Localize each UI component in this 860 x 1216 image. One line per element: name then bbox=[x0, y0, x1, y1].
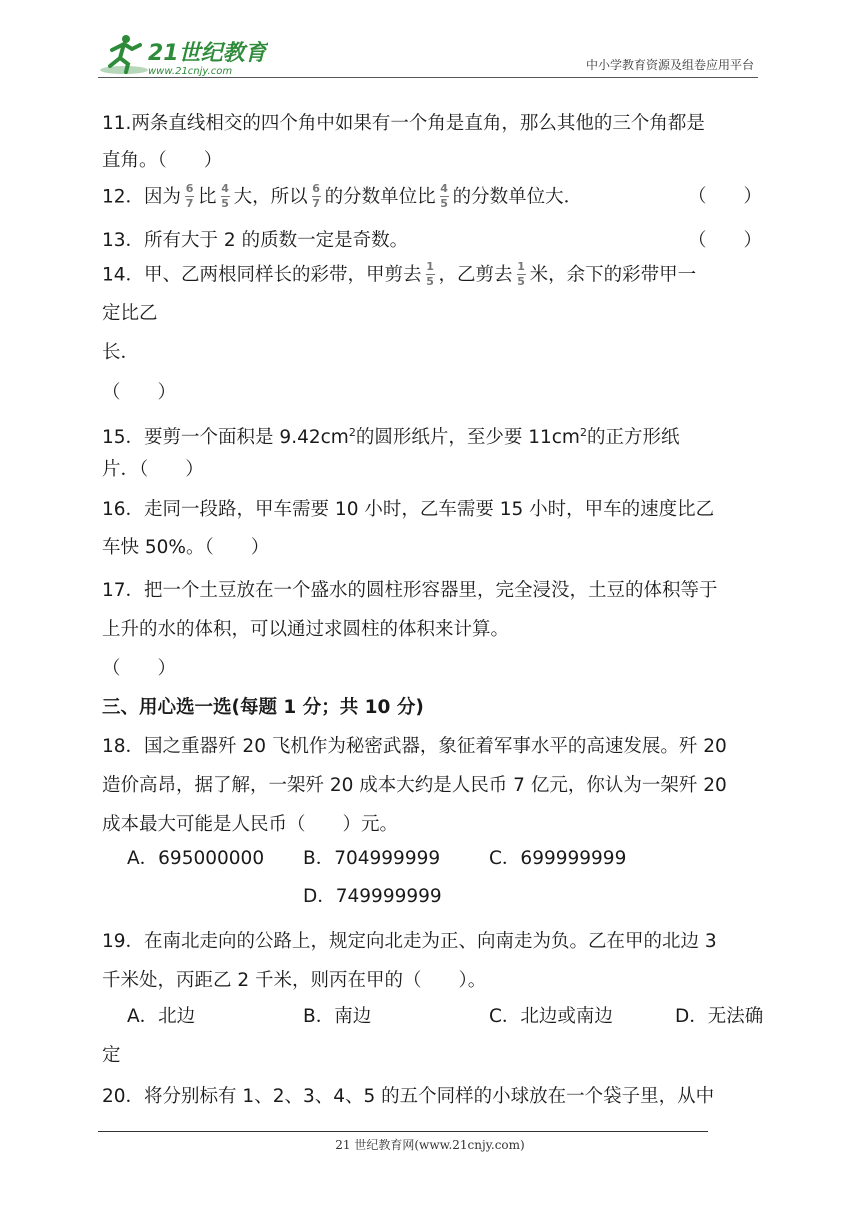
q19-option-d-wrap: 定 bbox=[102, 1045, 121, 1066]
q16-line2: 车快 50%。（ ） bbox=[102, 537, 270, 558]
q20-line1: 20．将分别标有 1、2、3、4、5 的五个同样的小球放在一个袋子里，从中 bbox=[102, 1086, 715, 1107]
q17-answer-paren[interactable]: （ ） bbox=[102, 658, 177, 679]
header-divider bbox=[98, 77, 758, 78]
q14-line2: 定比乙 bbox=[102, 303, 158, 324]
q19-option-c[interactable]: C．北边或南边 bbox=[489, 1006, 613, 1027]
q18-option-c[interactable]: C．699999999 bbox=[489, 848, 627, 869]
q18-option-d[interactable]: D．749999999 bbox=[303, 886, 442, 907]
q14-text-c: 米，余下的彩带甲一 bbox=[529, 264, 697, 286]
q18-option-a[interactable]: A．695000000 bbox=[127, 848, 265, 869]
q15-text-a: 15．要剪一个面积是 9.42cm bbox=[102, 427, 349, 449]
logo-url: www.21cnjy.com bbox=[148, 66, 233, 77]
page-header bbox=[98, 30, 758, 78]
logo-text: 21世纪教育 bbox=[148, 41, 267, 66]
q14-answer-paren[interactable]: （ ） bbox=[102, 382, 177, 403]
q18-line2: 造价高昂，据了解，一架歼 20 成本大约是人民币 7 亿元，你认为一架歼 20 bbox=[102, 775, 727, 796]
q12-fraction-4: $\frac{4}{5}$ bbox=[440, 182, 448, 210]
logo-21cnjy bbox=[98, 32, 268, 78]
q14-line3: 长． bbox=[102, 342, 140, 363]
q14-text-b: ，乙剪去 bbox=[438, 264, 513, 286]
q12-line bbox=[102, 184, 582, 211]
q11-line1: 11.两条直线相交的四个角中如果有一个角是直角，那么其他的三个角都是 bbox=[102, 113, 705, 134]
header-platform-text: 中小学教育资源及组卷应用平台 bbox=[585, 58, 754, 72]
q12-text-e: 的分数单位大． bbox=[452, 186, 583, 208]
q15-text-b: 的圆形纸片，至少要 11cm bbox=[355, 427, 580, 449]
q15-sup-2: 2 bbox=[579, 426, 587, 439]
q19-option-a[interactable]: A．北边 bbox=[127, 1006, 196, 1027]
q17-line1: 17．把一个土豆放在一个盛水的圆柱形容器里，完全浸没，土豆的体积等于 bbox=[102, 580, 718, 601]
footer-divider bbox=[98, 1131, 708, 1132]
q12-answer-paren[interactable]: （ ） bbox=[688, 186, 763, 207]
q12-text-a: 12．因为 bbox=[102, 186, 182, 208]
q17-line2: 上升的水的体积，可以通过求圆柱的体积来计算。 bbox=[102, 619, 510, 640]
section3-title: 三、用心选一选(每题 1 分；共 10 分) bbox=[102, 697, 424, 718]
q19-option-b[interactable]: B．南边 bbox=[303, 1006, 372, 1027]
q15-text-c: 的正方形纸 bbox=[586, 427, 680, 449]
q12-text-c: 大，所以 bbox=[233, 186, 308, 208]
footer-text: 21 世纪教育网(www.21cnjy.com) bbox=[335, 1138, 525, 1152]
q14-text-a: 14．甲、乙两根同样长的彩带，甲剪去 bbox=[102, 264, 422, 286]
q19-line1: 19．在南北走向的公路上，规定向北走为正、向南走为负。乙在甲的北边 3 bbox=[102, 931, 717, 952]
q14-fraction-2: $\frac{1}{5}$ bbox=[517, 260, 525, 288]
q12-fraction-1: $\frac{6}{7}$ bbox=[185, 182, 194, 210]
q18-option-b[interactable]: B．704999999 bbox=[303, 848, 441, 869]
q12-text-d: 的分数单位比 bbox=[324, 186, 436, 208]
q16-line1: 16．走同一段路，甲车需要 10 小时，乙车需要 15 小时，甲车的速度比乙 bbox=[102, 499, 715, 520]
q14-fraction-1: $\frac{1}{5}$ bbox=[426, 260, 434, 288]
q19-option-d[interactable]: D．无法确 bbox=[675, 1006, 764, 1027]
q15-sup-1: 2 bbox=[348, 426, 356, 439]
q15-line2: 片．（ ） bbox=[102, 459, 204, 480]
q18-line1: 18．国之重器歼 20 飞机作为秘密武器，象征着军事水平的高速发展。歼 20 bbox=[102, 736, 727, 757]
q15-line1 bbox=[102, 420, 679, 451]
q13-answer-paren[interactable]: （ ） bbox=[688, 230, 763, 251]
q12-fraction-3: $\frac{6}{7}$ bbox=[312, 182, 320, 210]
q14-line1 bbox=[102, 262, 696, 289]
q13-line: 13．所有大于 2 的质数一定是奇数。 bbox=[102, 230, 409, 251]
q12-fraction-2: $\frac{4}{5}$ bbox=[221, 182, 229, 210]
q11-line2: 直角。（ ） bbox=[102, 150, 223, 171]
q19-line2: 千米处，丙距乙 2 千米，则丙在甲的（ ）。 bbox=[102, 970, 487, 991]
q12-text-b: 比 bbox=[198, 186, 217, 208]
q18-line3: 成本最大可能是人民币（ ）元。 bbox=[102, 814, 399, 835]
